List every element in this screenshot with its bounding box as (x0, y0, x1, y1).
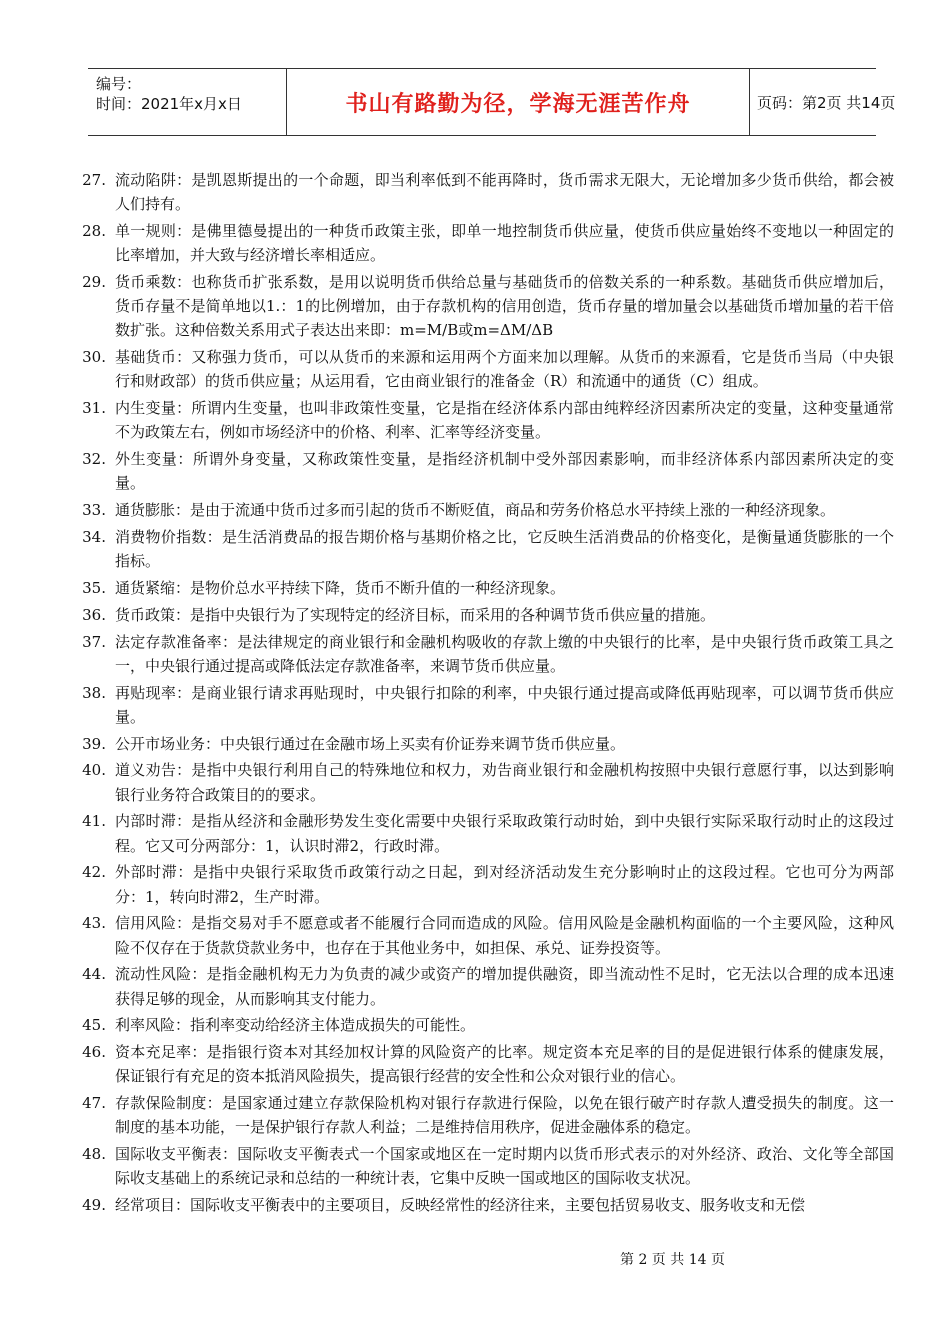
list-item (70, 911, 894, 959)
list-item (70, 758, 894, 806)
item-text: 单一规则：是佛里德曼提出的一种货币政策主张，即单一地控制货币供应量，使货币供应量始终不变地以一种固定的比率增加，并大致与经济增长率相适应。 (115, 222, 894, 265)
item-text: 货币政策：是指中央银行为了实现特定的经济目标，而采用的各种调节货币供应量的措施。 (115, 605, 716, 624)
list-item (70, 962, 894, 1010)
header-page-cell (749, 69, 896, 135)
item-text: 法定存款准备率：是法律规定的商业银行和金融机构吸收的存款上缴的中央银行的比率，是中央银行货币政策工具之一，中央银行通过提高或降低法定存款准备率，来调节货币供应量。 (115, 632, 894, 675)
item-text: 再贴现率：是商业银行请求再贴现时，中央银行扣除的利率，中央银行通过提高或降低再贴现率，可以调节货币供应量。 (115, 683, 894, 726)
item-text: 基础货币：又称强力货币，可以从货币的来源和运用两个方面来加以理解。从货币的来源看，它是货币当局（中央银行和财政部）的货币供应量；从运用看，它由商业银行的准备金（R）和流通中的通货（C）组成。 (115, 348, 894, 391)
item-text: 经常项目：国际收支平衡表中的主要项目，反映经常性的经济往来，主要包括贸易收支、服务收支和无偿 (115, 1196, 806, 1215)
item-number: 44. (82, 965, 106, 984)
item-number: 35. (82, 579, 106, 597)
header-motto-cell (286, 69, 750, 135)
item-text: 资本充足率：是指银行资本对其经加权计算的风险资产的比率。规定资本充足率的目的是促进银行体系的健康发展，保证银行有充足的资本抵消风险损失，提高银行经营的安全性和公众对银行业的信心。 (115, 1043, 894, 1086)
list-item (70, 219, 894, 267)
item-number: 38. (82, 683, 106, 702)
item-number: 37. (82, 632, 106, 651)
list-item (70, 447, 894, 495)
item-text: 货币乘数：也称货币扩张系数，是用以说明货币供给总量与基础货币的倍数关系的一种系数。基础货币供应增加后，货币存量不是简单地以1.：1的比例增加，由于存款机构的信用创造，货币存量的增加量会以基础货币增加量的若干倍数扩张。这种倍数关系用式子表达出来即：m=M/B或m=ΔM/ΔB (115, 273, 894, 340)
item-number: 46. (82, 1043, 106, 1062)
item-number: 47. (82, 1094, 106, 1113)
list-item (70, 1091, 894, 1139)
list-item (70, 1193, 894, 1217)
list-item (70, 809, 894, 857)
list-item (70, 168, 894, 216)
list-item (70, 525, 894, 573)
item-text: 流动陷阱：是凯恩斯提出的一个命题，即当利率低到不能再降时，货币需求无限大，无论增加多少货币供给，都会被人们持有。 (115, 171, 894, 214)
item-number: 33. (82, 501, 106, 520)
item-text: 流动性风险：是指金融机构无力为负责的减少或资产的增加提供融资，即当流动性不足时，它无法以合理的成本迅速获得足够的现金，从而影响其支付能力。 (115, 965, 894, 1008)
item-text: 利率风险：指利率变动给经济主体造成损失的可能性。 (115, 1016, 476, 1035)
definition-list (70, 168, 894, 1220)
item-number: 41. (82, 812, 106, 831)
item-text: 内部时滞：是指从经济和金融形势发生变化需要中央银行采取政策行动时始，到中央银行实际采取行动时止的这段过程。它又可分两部分：1，认识时滞2，行政时滞。 (115, 812, 894, 855)
list-item (70, 630, 894, 678)
list-item (70, 681, 894, 729)
item-text: 存款保险制度：是国家通过建立存款保险机构对银行存款进行保险，以免在银行破产时存款人遭受损失的制度。这一制度的基本功能，一是保护银行存款人利益；二是维持信用秩序，促进金融体系的稳定。 (115, 1094, 894, 1137)
item-text: 国际收支平衡表：国际收支平衡表式一个国家或地区在一定时期内以货币形式表示的对外经济、政治、文化等全部国际收支基础上的系统记录和总结的一种统计表，它集中反映一国或地区的国际收支状况。 (115, 1145, 894, 1188)
page-label: 页码：第2页 共14页 (757, 93, 896, 112)
time-label: 时间：2021年x月x日 (96, 95, 242, 113)
item-number: 40. (82, 761, 106, 780)
item-text: 道义劝告：是指中央银行利用自己的特殊地位和权力，劝告商业银行和金融机构按照中央银行意愿行事，以达到影响银行业务符合政策目的的要求。 (115, 761, 894, 804)
item-number: 31. (82, 399, 106, 418)
item-number: 29. (82, 273, 106, 291)
item-number: 27. (82, 171, 106, 189)
motto-text: 书山有路勤为径，学海无涯苦作舟 (345, 91, 691, 117)
serial-label: 编号： (96, 75, 142, 93)
item-text: 通货膨胀：是由于流通中货币过多而引起的货币不断贬值，商品和劳务价格总水平持续上涨的一种经济现象。 (115, 501, 836, 520)
item-text: 外部时滞：是指中央银行采取货币政策行动之日起，到对经济活动发生充分影响时止的这段过程。它也可分为两部分：1，转向时滞2，生产时滞。 (115, 863, 894, 906)
item-number: 39. (82, 734, 106, 753)
page-footer: 第 2 页 共 14 页 (620, 1252, 725, 1268)
list-item (70, 270, 894, 343)
header-meta (88, 69, 286, 135)
list-item (70, 576, 894, 600)
list-item (70, 732, 894, 756)
list-item (70, 1013, 894, 1037)
item-number: 30. (82, 348, 106, 367)
item-text: 公开市场业务：中央银行通过在金融市场上买卖有价证券来调节货币供应量。 (115, 734, 626, 753)
item-number: 28. (82, 222, 106, 240)
item-text: 内生变量：所谓内生变量，也叫非政策性变量，它是指在经济体系内部由纯粹经济因素所决定的变量，这种变量通常不为政策左右，例如市场经济中的价格、利率、汇率等经济变量。 (115, 399, 894, 442)
list-item (70, 345, 894, 393)
item-number: 49. (82, 1196, 106, 1215)
item-number: 43. (82, 914, 106, 933)
list-item (70, 1142, 894, 1190)
list-item (70, 603, 894, 627)
list-item (70, 1040, 894, 1088)
list-item (70, 860, 894, 908)
item-number: 32. (82, 450, 106, 469)
item-number: 42. (82, 863, 106, 882)
item-text: 外生变量：所谓外身变量，又称政策性变量，是指经济机制中受外部因素影响，而非经济体系内部因素所决定的变量。 (115, 450, 894, 493)
item-text: 通货紧缩：是物价总水平持续下降，货币不断升值的一种经济现象。 (115, 579, 566, 597)
item-number: 48. (82, 1145, 106, 1164)
item-text: 消费物价指数：是生活消费品的报告期价格与基期价格之比，它反映生活消费品的价格变化，是衡量通货膨胀的一个指标。 (115, 528, 894, 571)
item-number: 36. (82, 605, 106, 624)
page-header (88, 68, 896, 136)
item-text: 信用风险：是指交易对手不愿意或者不能履行合同而造成的风险。信用风险是金融机构面临的一个主要风险，这种风险不仅存在于货款贷款业务中，也存在于其他业务中，如担保、承兑、证券投资等。 (115, 914, 894, 957)
item-number: 45. (82, 1016, 106, 1035)
list-item (70, 396, 894, 444)
item-number: 34. (82, 528, 106, 546)
list-item (70, 498, 894, 522)
